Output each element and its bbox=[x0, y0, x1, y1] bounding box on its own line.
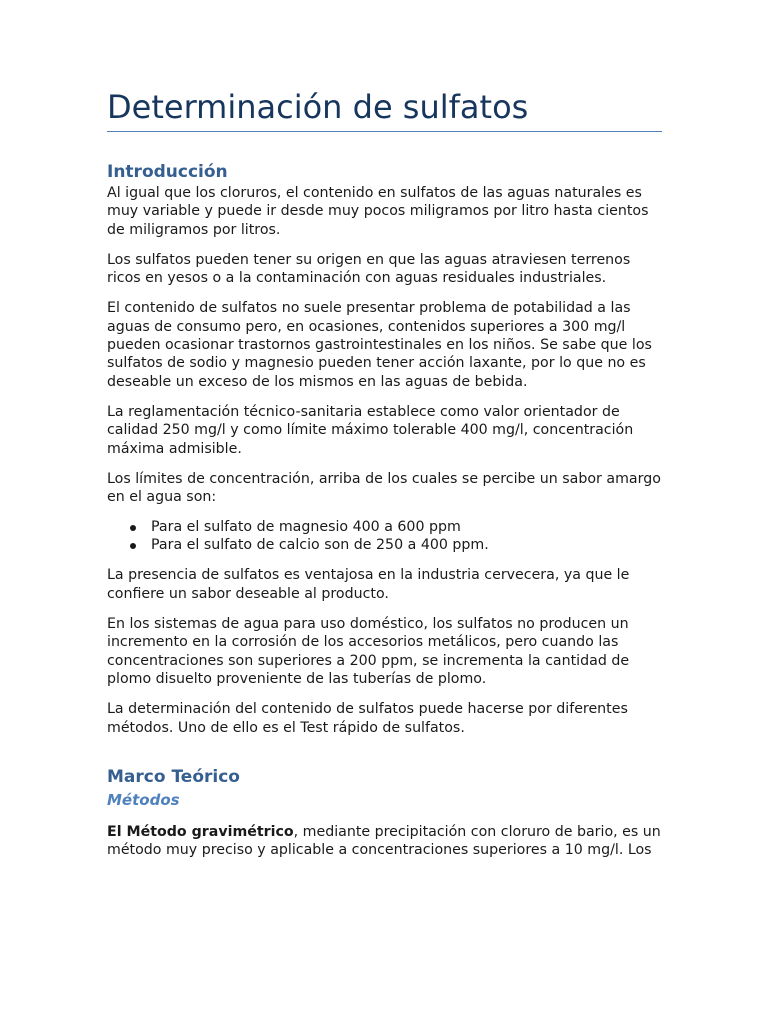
bullet-icon bbox=[130, 543, 136, 549]
paragraph-3: El contenido de sulfatos no suele presentar problema de potabilidad a las aguas de consumo pero, en ocasiones, contenidos superiores a 300 mg/l pueden ocasionar trastornos gastrointestinales en los niños. Se sabe que los sulfatos de sodio y magnesio pueden tener acción laxante, por lo que no es deseable un exceso de los mismos en las aguas de bebida. bbox=[107, 300, 652, 390]
paragraph-5: Los límites de concentración, arriba de los cuales se percibe un sabor amargo en el agua son: bbox=[107, 470, 661, 506]
title-divider bbox=[107, 131, 662, 132]
list-item bbox=[151, 518, 663, 536]
heading-marco-teorico: Marco Teórico bbox=[107, 766, 240, 787]
paragraph-4: La reglamentación técnico-sanitaria establece como valor orientador de calidad 250 mg/l y como límite máximo tolerable 400 mg/l, concentración máxima admisible. bbox=[107, 403, 634, 457]
paragraph-8: La determinación del contenido de sulfatos puede hacerse por diferentes métodos. Uno de ello es el Test rápido de sulfatos. bbox=[107, 701, 628, 736]
heading-introduccion: Introducción bbox=[107, 162, 228, 182]
document-body bbox=[107, 160, 663, 871]
paragraph-7: En los sistemas de agua para uso doméstico, los sulfatos no producen un incremento en la corrosión de los accesorios metálicos, pero cuando las concentraciones son superiores a 200 ppm, se incrementa la cantidad de plomo disuelto proveniente de las tuberías de plomo. bbox=[107, 615, 630, 688]
paragraph-1: Al igual que los cloruros, el contenido en sulfatos de las aguas naturales es muy variable y puede ir desde muy pocos miligramos por litro hasta cientos de miligramos por litros. bbox=[107, 185, 649, 238]
list-item-text: Para el sulfato de magnesio 400 a 600 ppm bbox=[151, 519, 461, 536]
paragraph-gravimetric-text: , mediante precipitación con cloruro de bario, es un método muy preciso y aplicable a concentraciones superiores a 10 mg/l. Los bbox=[107, 823, 661, 859]
paragraph-gravimetric bbox=[107, 823, 663, 860]
list-item-text: Para el sulfato de calcio son de 250 a 400 ppm. bbox=[151, 537, 489, 554]
bullet-icon bbox=[130, 525, 136, 531]
bullet-list bbox=[107, 518, 663, 555]
paragraph-2: Los sulfatos pueden tener su origen en que las aguas atraviesen terrenos ricos en yesos o a la contaminación con aguas residuales industriales. bbox=[107, 251, 631, 287]
paragraph-6: La presencia de sulfatos es ventajosa en la industria cervecera, ya que le confiere un sabor deseable al producto. bbox=[107, 567, 630, 602]
document-title: Determinación de sulfatos bbox=[107, 88, 529, 126]
subheading-metodos: Métodos bbox=[107, 790, 180, 809]
bold-lead: El Método gravimétrico bbox=[107, 823, 294, 840]
list-item bbox=[151, 536, 663, 554]
